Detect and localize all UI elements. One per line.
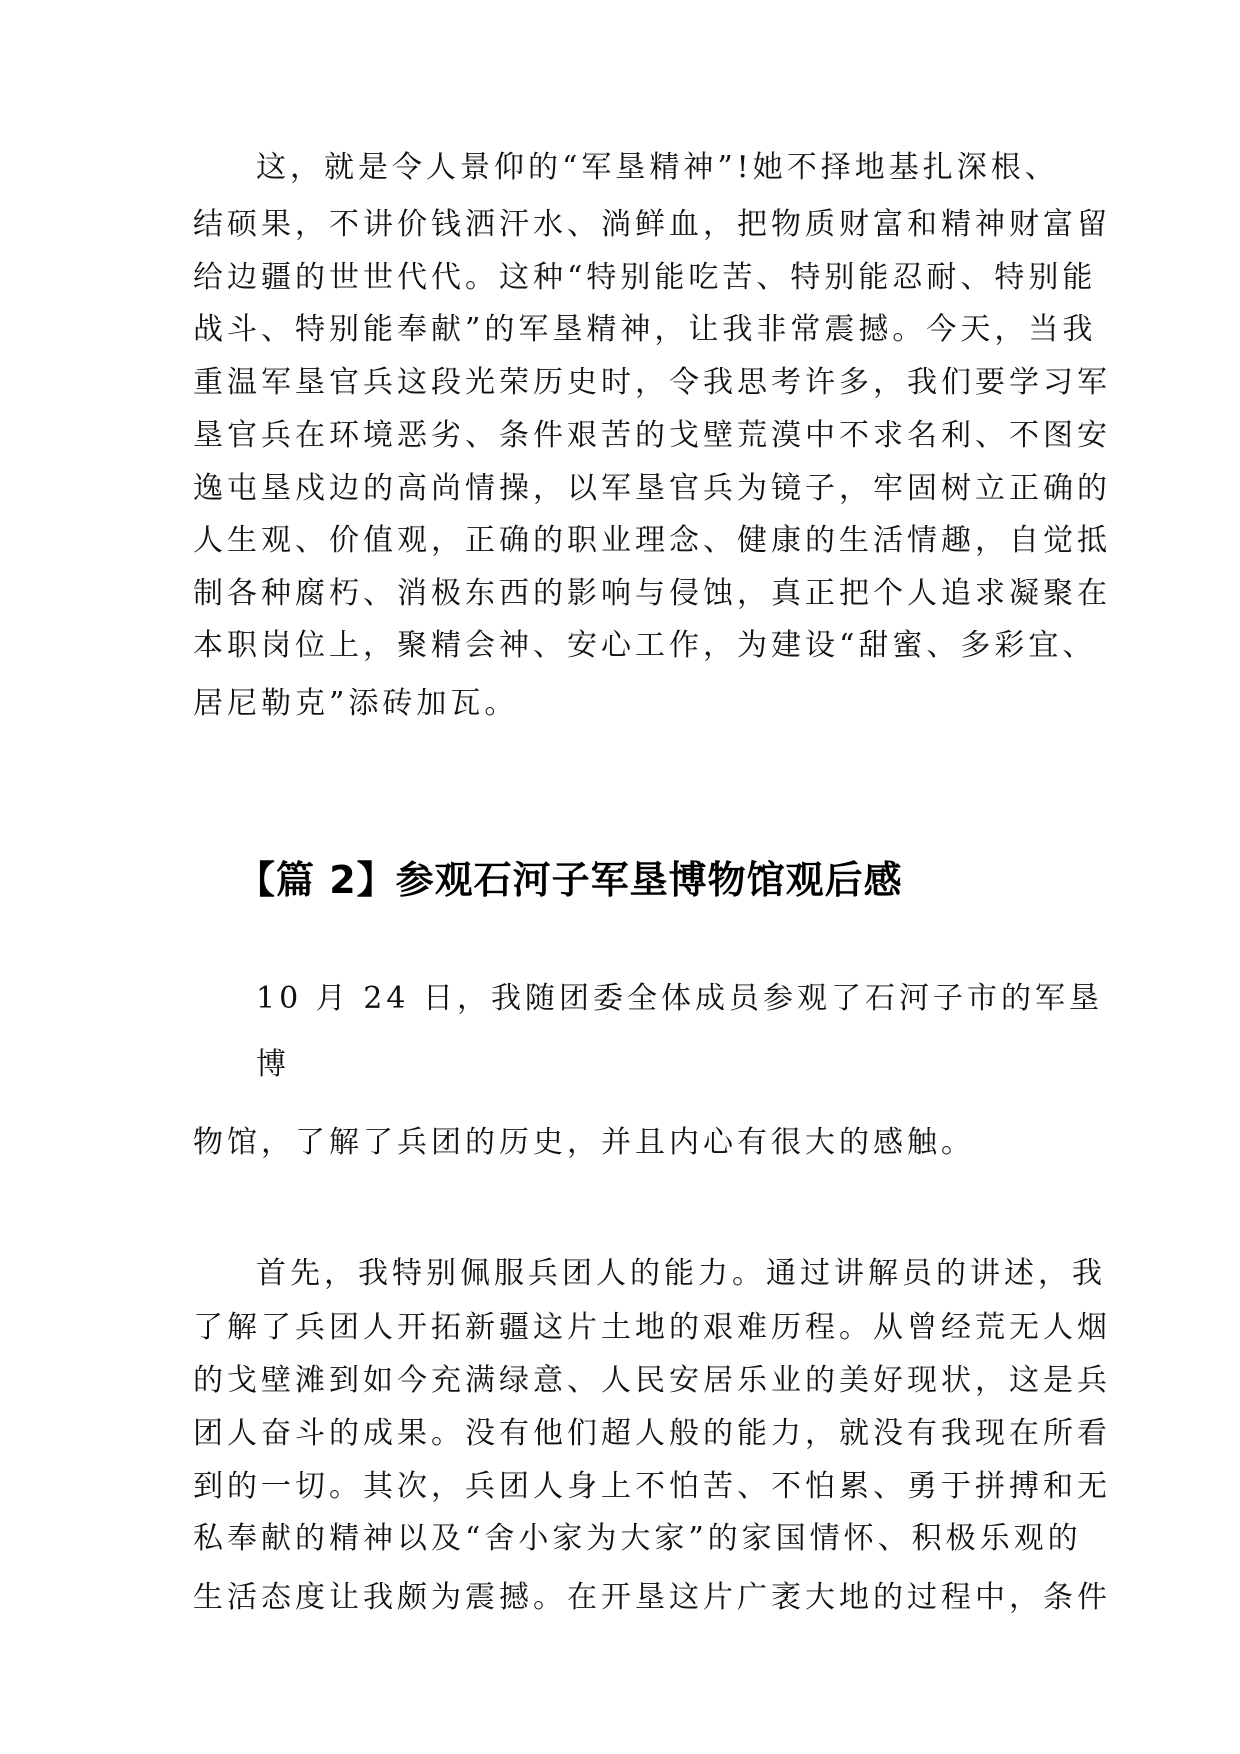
paragraph-line: 这，就是令人景仰的“军垦精神”!她不择地基扎深根、: [256, 150, 1059, 185]
paragraph-line: 本职岗位上，聚精会神、安心工作，为建设“甜蜜、多彩宜、: [193, 628, 1097, 663]
paragraph-line: 垦官兵在环境恶劣、条件艰苦的戈壁荒漠中不求名利、不图安: [193, 418, 1111, 453]
paragraph-line: 结硕果，不讲价钱洒汗水、淌鲜血，把物质财富和精神财富留: [193, 207, 1111, 242]
paragraph-line: 居尼勒克”添砖加瓦。: [193, 686, 519, 721]
paragraph-line: 博: [256, 1047, 290, 1082]
paragraph-line: 团人奋斗的成果。没有他们超人般的能力，就没有我现在所看: [193, 1416, 1111, 1451]
paragraph-line: 逸屯垦戍边的高尚情操，以军垦官兵为镜子，牢固树立正确的: [193, 471, 1111, 506]
paragraph-line: 10 月 24 日，我随团委全体成员参观了石河子市的军垦: [256, 981, 1103, 1016]
paragraph-line: 到的一切。其次，兵团人身上不怕苦、不怕累、勇于拼搏和无: [193, 1469, 1111, 1504]
paragraph-line: 私奉献的精神以及“舍小家为大家”的家国情怀、积极乐观的: [193, 1521, 1082, 1556]
paragraph-line: 生活态度让我颇为震撼。在开垦这片广袤大地的过程中，条件: [193, 1580, 1111, 1615]
paragraph-line: 给边疆的世世代代。这种“特别能吃苦、特别能忍耐、特别能: [193, 260, 1097, 295]
paragraph-line: 重温军垦官兵这段光荣历史时，令我思考许多，我们要学习军: [193, 365, 1111, 400]
paragraph-line: 制各种腐朽、消极东西的影响与侵蚀，真正把个人追求凝聚在: [193, 576, 1111, 611]
paragraph-line: 首先，我特别佩服兵团人的能力。通过讲解员的讲述，我: [256, 1256, 1106, 1291]
paragraph-line: 物馆，了解了兵团的历史，并且内心有很大的感触。: [193, 1125, 975, 1160]
paragraph-line: 人生观、价值观，正确的职业理念、健康的生活情趣，自觉抵: [193, 523, 1111, 558]
paragraph-line: 的戈壁滩到如今充满绿意、人民安居乐业的美好现状，这是兵: [193, 1363, 1111, 1398]
section-heading: 【篇 2】参观石河子军垦博物馆观后感: [237, 858, 903, 902]
paragraph-line: 战斗、特别能奉献”的军垦精神，让我非常震撼。今天，当我: [193, 312, 1097, 347]
paragraph-line: 了解了兵团人开拓新疆这片土地的艰难历程。从曾经荒无人烟: [193, 1310, 1111, 1345]
